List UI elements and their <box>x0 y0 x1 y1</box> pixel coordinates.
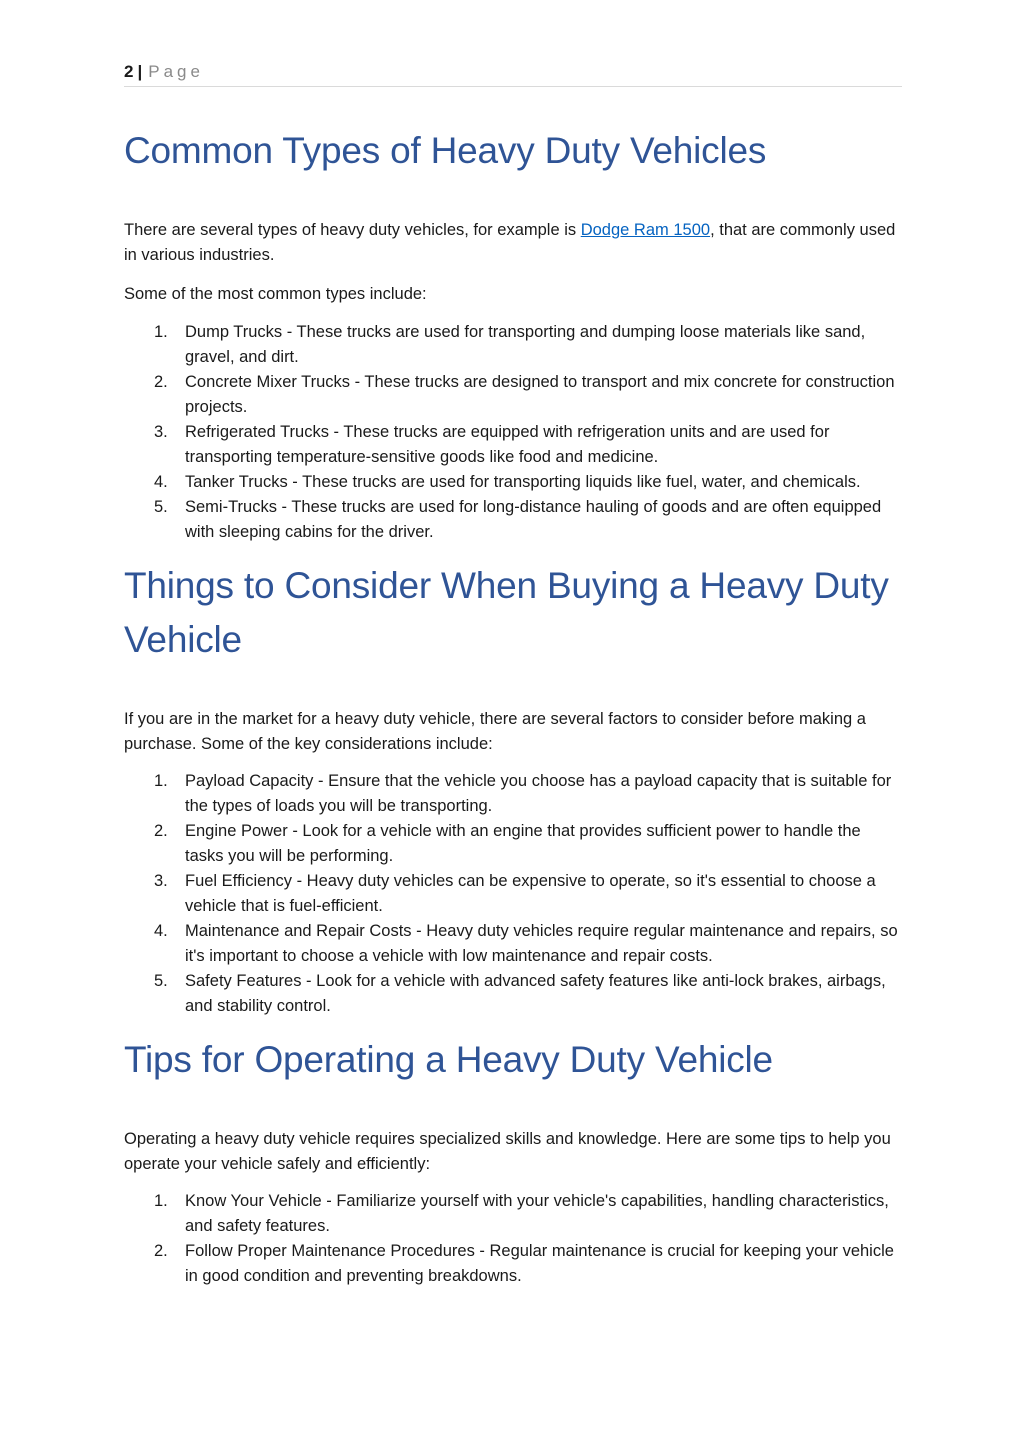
list-item-number: 1. <box>154 772 168 790</box>
list-item-text: Tanker Trucks - These trucks are used for transporting liquids like fuel, water, and chemicals. <box>185 473 861 491</box>
list-item-number: 2. <box>154 1242 168 1260</box>
intro-text-start: There are several types of heavy duty vehicles, for example is <box>124 221 581 239</box>
list-item-text: Follow Proper Maintenance Procedures - Regular maintenance is crucial for keeping your vehicle in good condition and preventing breakdowns. <box>185 1242 894 1285</box>
list-item-number: 4. <box>154 473 168 491</box>
list-item <box>124 819 902 869</box>
dodge-ram-link[interactable]: Dodge Ram 1500 <box>580 221 711 239</box>
list-item <box>124 370 902 420</box>
list-item-number: 1. <box>154 323 168 341</box>
section-intro-buying-considerations: If you are in the market for a heavy duty vehicle, there are several factors to consider before making a purchase. Some of the key considerations include: <box>124 710 866 753</box>
list-item <box>124 495 902 545</box>
list-item-number: 2. <box>154 373 168 391</box>
list-item-text: Engine Power - Look for a vehicle with an engine that provides sufficient power to handle the tasks you will be performing. <box>185 822 861 865</box>
page-label: Page <box>148 62 204 81</box>
page-content <box>124 124 902 1289</box>
list-item-number: 5. <box>154 972 168 990</box>
list-item-text: Safety Features - Look for a vehicle with advanced safety features like anti-lock brakes, airbags, and stability control. <box>185 972 886 1015</box>
list-item <box>124 470 902 495</box>
list-item <box>124 420 902 470</box>
list-item-number: 4. <box>154 922 168 940</box>
list-item-number: 1. <box>154 1192 168 1210</box>
section-intro-operating-tips: Operating a heavy duty vehicle requires specialized skills and knowledge. Here are some tips to help you operate your vehicle safely and efficiently: <box>124 1130 891 1173</box>
list-item <box>124 1239 902 1289</box>
list-item <box>124 969 902 1019</box>
list-item-number: 2. <box>154 822 168 840</box>
page-header <box>124 62 902 87</box>
list-item-text: Dump Trucks - These trucks are used for transporting and dumping loose materials like sand, gravel, and dirt. <box>185 323 866 366</box>
intro-text-end: , that are commonly used in various industries. <box>124 221 896 264</box>
section-heading-operating-tips: Tips for Operating a Heavy Duty Vehicle <box>124 1039 773 1080</box>
list-item-number: 5. <box>154 498 168 516</box>
list-item <box>124 320 902 370</box>
list-item <box>124 869 902 919</box>
list-item-number: 3. <box>154 872 168 890</box>
list-item-text: Know Your Vehicle - Familiarize yourself with your vehicle's capabilities, handling characteristics, and safety features. <box>185 1192 889 1235</box>
operating-tips-list <box>124 1189 902 1289</box>
header-separator: | <box>137 62 143 81</box>
list-item-text: Concrete Mixer Trucks - These trucks are designed to transport and mix concrete for construction projects. <box>185 373 895 416</box>
list-item-number: 3. <box>154 423 168 441</box>
list-item <box>124 919 902 969</box>
section-lead-vehicle-types: Some of the most common types include: <box>124 285 427 303</box>
list-item-text: Semi-Trucks - These trucks are used for long-distance hauling of goods and are often equipped with sleeping cabins for the driver. <box>185 498 882 541</box>
section-heading-vehicle-types: Common Types of Heavy Duty Vehicles <box>124 130 767 171</box>
page-number: 2 <box>124 62 134 81</box>
list-item-text: Payload Capacity - Ensure that the vehicle you choose has a payload capacity that is suitable for the types of loads you will be transporting. <box>185 772 892 815</box>
buying-considerations-list <box>124 769 902 1019</box>
list-item <box>124 1189 902 1239</box>
list-item-text: Maintenance and Repair Costs - Heavy duty vehicles require regular maintenance and repairs, so it's important to choose a vehicle with low maintenance and repair costs. <box>185 922 898 965</box>
section-intro-vehicle-types <box>124 218 902 268</box>
section-heading-buying-considerations: Things to Consider When Buying a Heavy Duty Vehicle <box>124 565 889 660</box>
list-item <box>124 769 902 819</box>
list-item-text: Refrigerated Trucks - These trucks are equipped with refrigeration units and are used for transporting temperature-sensitive goods like food and medicine. <box>185 423 830 466</box>
list-item-text: Fuel Efficiency - Heavy duty vehicles can be expensive to operate, so it's essential to choose a vehicle that is fuel-efficient. <box>185 872 876 915</box>
vehicle-types-list <box>124 320 902 545</box>
